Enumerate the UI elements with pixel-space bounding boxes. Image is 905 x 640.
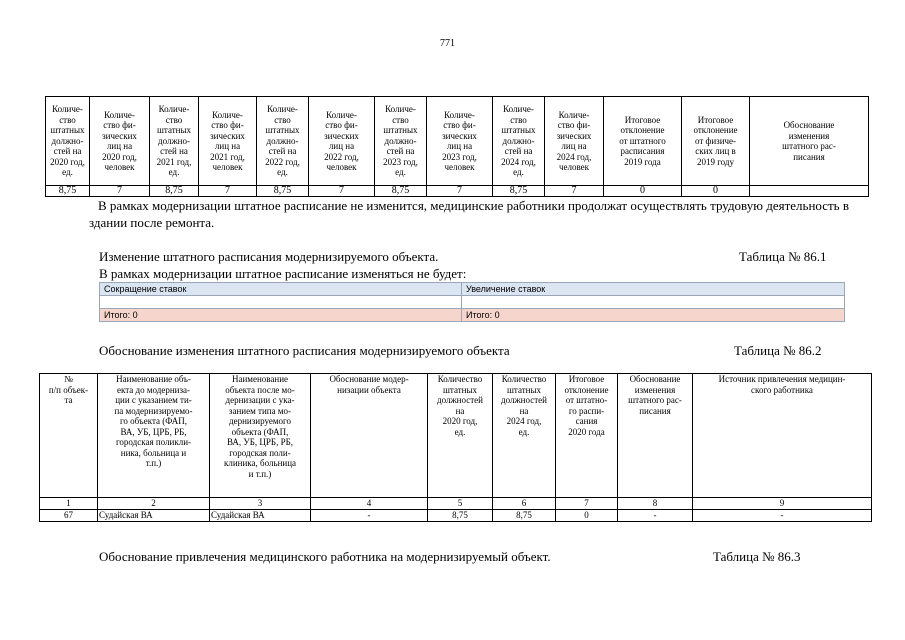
staffing-header-cell-11: Итоговое отклонение от штатного расписания 2019 года — [604, 97, 682, 186]
rates-reduce-cell — [100, 296, 462, 309]
rates-reduce-total: Итого: 0 — [100, 309, 462, 322]
justification-header-cell-9: Источник привлечения медицин- ского работника — [693, 374, 872, 498]
staffing-header-cell-10: Количе- ство фи- зических лиц на 2024 год, человек — [545, 97, 604, 186]
staffing-value-cell-7: 8,75 — [375, 186, 427, 197]
table-86-1-label: Таблица № 86.1 — [739, 249, 827, 264]
justification-row-cell-7: 0 — [556, 510, 618, 522]
staffing-value-cell-6: 7 — [309, 186, 375, 197]
staffing-table-header — [46, 97, 869, 186]
justification-table — [39, 373, 872, 522]
staffing-header-cell-9: Количе- ство штатных должно- стей на 2024 год, ед. — [493, 97, 545, 186]
rates-increase-header: Увеличение ставок — [462, 283, 845, 296]
justification-row-cell-3: Судайская ВА — [210, 510, 311, 522]
staffing-value-cell-1: 8,75 — [46, 186, 90, 197]
justification-row-cell-8: - — [618, 510, 693, 522]
staffing-value-cell-9: 8,75 — [493, 186, 545, 197]
justification-row-cell-5: 8,75 — [428, 510, 493, 522]
justification-header-cell-1: № п/п объек- та — [40, 374, 98, 498]
staffing-value-cell-2: 7 — [90, 186, 150, 197]
column-number-cell-9: 9 — [693, 498, 872, 510]
justification-header-cell-5: Количество штатных должностей на 2020 год, ед. — [428, 374, 493, 498]
staffing-header-cell-13: Обоснование изменения штатного рас- писания — [750, 97, 869, 186]
staffing-value-cell-5: 8,75 — [257, 186, 309, 197]
staffing-value-cell-8: 7 — [427, 186, 493, 197]
column-number-cell-5: 5 — [428, 498, 493, 510]
staffing-header-cell-5: Количе- ство штатных должно- стей на 2022 год, ед. — [257, 97, 309, 186]
staffing-header-cell-8: Количе- ство фи- зических лиц на 2023 год, человек — [427, 97, 493, 186]
page-number: 771 — [440, 38, 455, 49]
staffing-header-cell-2: Количе- ство фи- зических лиц на 2020 год, человек — [90, 97, 150, 186]
justification-row-cell-2: Судайская ВА — [98, 510, 210, 522]
justification-header-cell-2: Наименование объ- екта до модерниза- ции с указанием ти- па модернизируемо- го объекта (ФАП, ВА, УБ, ЦРБ, РБ, городская поликли- ника, больница и т.п.) — [98, 374, 210, 498]
staffing-header-cell-6: Количе- ство фи- зических лиц на 2022 год, человек — [309, 97, 375, 186]
column-number-cell-2: 2 — [98, 498, 210, 510]
justification-header-cell-8: Обоснование изменения штатного рас- писания — [618, 374, 693, 498]
rates-table — [99, 282, 845, 322]
table-86-2-label: Таблица № 86.2 — [734, 343, 822, 358]
staffing-header-cell-7: Количе- ство штатных должно- стей на 2023 год, ед. — [375, 97, 427, 186]
staffing-value-cell-3: 8,75 — [150, 186, 199, 197]
staffing-value-cell-4: 7 — [199, 186, 257, 197]
justification-row-cell-4: - — [311, 510, 428, 522]
rates-increase-total: Итого: 0 — [462, 309, 845, 322]
section-staffing-change-title: Изменение штатного расписания модернизируемого объекта. — [99, 249, 439, 264]
paragraph-no-change: В рамках модернизации штатное расписание не изменится, медицинские работники продолжат осуществлять трудовую деятельность в здании после ремонта. — [89, 198, 849, 230]
justification-row-cell-1: 67 — [40, 510, 98, 522]
justification-header-cell-6: Количество штатных должностей на 2024 год, ед. — [493, 374, 556, 498]
section-staffing-change-subtitle: В рамках модернизации штатное расписание изменяться не будет: — [99, 266, 467, 281]
table-row — [40, 510, 872, 522]
rates-reduce-header: Сокращение ставок — [100, 283, 462, 296]
justification-row-cell-9: - — [693, 510, 872, 522]
staffing-table-values — [46, 186, 869, 197]
staffing-value-cell-13 — [750, 186, 869, 197]
table-86-3-label: Таблица № 86.3 — [713, 549, 801, 564]
staffing-value-cell-10: 7 — [545, 186, 604, 197]
column-number-cell-7: 7 — [556, 498, 618, 510]
column-number-cell-1: 1 — [40, 498, 98, 510]
staffing-header-cell-3: Количе- ство штатных должно- стей на 2021 год, ед. — [150, 97, 199, 186]
column-number-cell-8: 8 — [618, 498, 693, 510]
staffing-header-cell-4: Количе- ство фи- зических лиц на 2021 год, человек — [199, 97, 257, 186]
staffing-value-cell-12: 0 — [682, 186, 750, 197]
column-number-cell-6: 6 — [493, 498, 556, 510]
justification-table-header — [40, 374, 872, 498]
justification-header-cell-4: Обоснование модер- низации объекта — [311, 374, 428, 498]
justification-header-cell-3: Наименование объекта после мо- дернизации с ука- занием типа мо- дернизируемого объекта (ФАП, ВА, УБ, ЦРБ, РБ, городская поли- клиника, больница и т.п.) — [210, 374, 311, 498]
staffing-header-cell-12: Итоговое отклонение от физиче- ских лиц в 2019 году — [682, 97, 750, 186]
column-number-cell-3: 3 — [210, 498, 311, 510]
staffing-header-cell-1: Количе- ство штатных должно- стей на 2020 год, ед. — [46, 97, 90, 186]
staffing-value-cell-11: 0 — [604, 186, 682, 197]
section-attraction-title: Обоснование привлечения медицинского работника на модернизируемый объект. — [99, 549, 551, 564]
section-justification-title: Обоснование изменения штатного расписания модернизируемого объекта — [99, 343, 510, 358]
staffing-table — [45, 96, 869, 197]
rates-increase-cell — [462, 296, 845, 309]
justification-table-column-numbers — [40, 498, 872, 510]
justification-header-cell-7: Итоговое отклонение от штатно- го распи- сания 2020 года — [556, 374, 618, 498]
column-number-cell-4: 4 — [311, 498, 428, 510]
justification-row-cell-6: 8,75 — [493, 510, 556, 522]
